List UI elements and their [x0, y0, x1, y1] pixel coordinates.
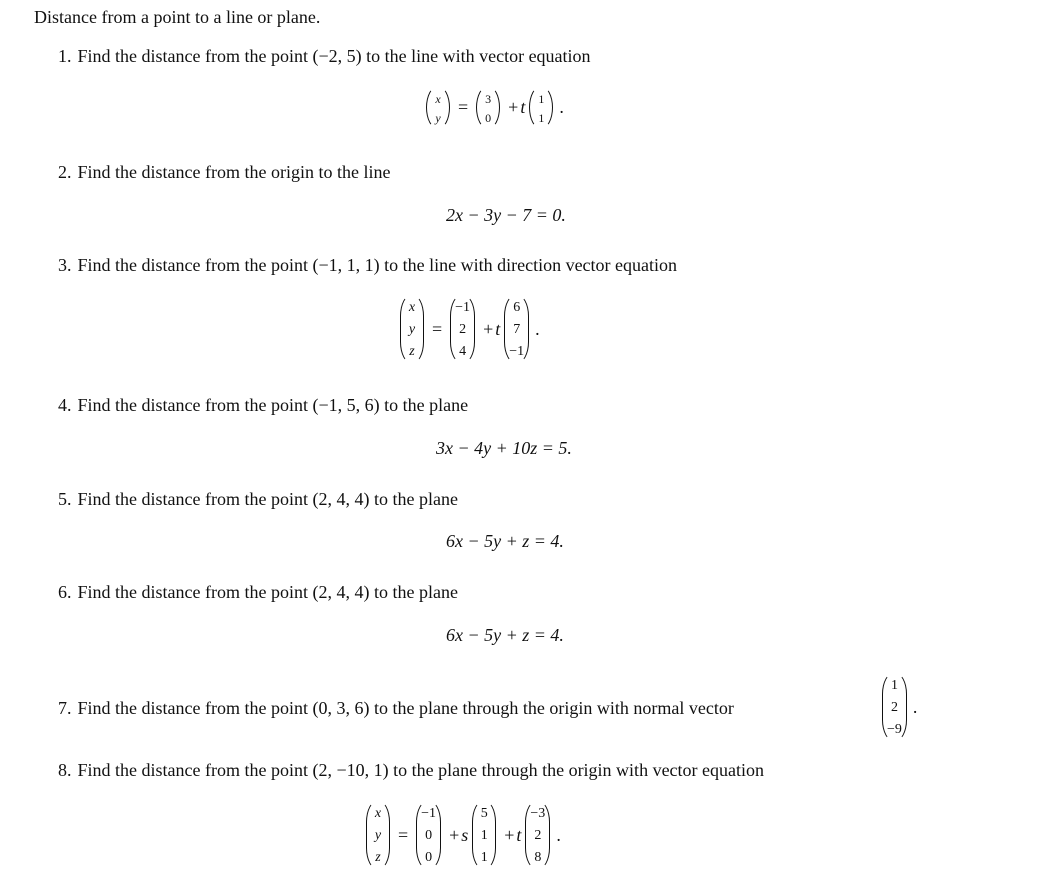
- entry: 8: [534, 850, 542, 865]
- problem-text: to the plane through the origin with normal vector: [369, 698, 734, 718]
- problem-text: Find the distance from the point: [77, 698, 313, 718]
- entry: 7: [513, 322, 521, 337]
- problem-1: [58, 45, 591, 67]
- point: (2, 4, 4): [312, 582, 370, 602]
- problem-7: [58, 697, 734, 719]
- plane-equation-6: 6x − 5y + z = 4.: [446, 625, 564, 645]
- period: .: [559, 97, 564, 117]
- entry: 1: [538, 111, 545, 125]
- period: .: [535, 318, 540, 339]
- problem-4: [58, 394, 468, 416]
- problem-text: Find the distance from the origin to the line: [77, 162, 391, 182]
- entry: 1: [480, 850, 488, 865]
- entry: y: [435, 111, 441, 125]
- direction-vector-2: [525, 800, 550, 870]
- entry: 1: [538, 92, 545, 106]
- entry: −1: [455, 300, 471, 315]
- problem-text: Find the distance from the point: [77, 395, 313, 415]
- plane-equation-5: 6x − 5y + z = 4.: [446, 531, 564, 551]
- period: .: [556, 824, 561, 845]
- problem-number: 8.: [58, 760, 72, 780]
- equals-sign: =: [432, 318, 443, 339]
- entry: y: [374, 828, 382, 843]
- plus-sign: +: [449, 824, 460, 845]
- entry: 0: [425, 850, 433, 865]
- lhs-vector: [426, 86, 450, 129]
- point: (−1, 1, 1): [312, 255, 380, 275]
- problem-text: to the plane: [379, 395, 469, 415]
- problem-text: Find the distance from the point: [77, 255, 313, 275]
- base-vector: [450, 294, 475, 364]
- problem-number: 7.: [58, 698, 72, 718]
- entry: 0: [485, 111, 492, 125]
- problem-5: [58, 488, 458, 510]
- problem-text: to the plane: [369, 582, 458, 602]
- entry: −1: [421, 806, 437, 821]
- entry: 1: [890, 678, 898, 693]
- page-heading: Distance from a point to a line or plane.: [34, 7, 321, 27]
- lhs-vector: [366, 800, 390, 870]
- entry: 5: [480, 806, 488, 821]
- point: (2, 4, 4): [312, 489, 370, 509]
- problem-text: Find the distance from the point: [77, 582, 313, 602]
- entry: −9: [887, 722, 902, 737]
- entry: x: [408, 300, 416, 315]
- entry: 6: [513, 300, 521, 315]
- plus-sign: +: [508, 97, 519, 117]
- entry: y: [408, 322, 416, 337]
- problem-number: 1.: [58, 46, 72, 66]
- equals-sign: =: [458, 97, 469, 117]
- period: .: [912, 696, 918, 717]
- point: (0, 3, 6): [312, 698, 370, 718]
- entry: 4: [459, 344, 467, 359]
- parameter: s: [461, 824, 469, 845]
- entry: x: [374, 806, 382, 821]
- plane-equation-4: 3x − 4y + 10z = 5.: [436, 438, 572, 458]
- vector-equation-8: [366, 800, 561, 870]
- line-equation-2: 2x − 3y − 7 = 0.: [446, 205, 566, 225]
- base-vector: [416, 800, 441, 870]
- entry: 2: [459, 322, 467, 337]
- problem-6: [58, 581, 458, 603]
- equals-sign: =: [398, 824, 409, 845]
- entry: 2: [534, 828, 542, 843]
- normal-vector: [882, 672, 907, 742]
- problem-text: to the plane: [369, 489, 458, 509]
- entry: 1: [480, 828, 488, 843]
- normal-vector-7: [882, 672, 917, 742]
- problem-3: [58, 254, 677, 276]
- parameter: t: [495, 318, 501, 339]
- entry: z: [409, 344, 415, 359]
- problem-text: Find the distance from the point: [77, 489, 313, 509]
- entry: 3: [485, 92, 492, 106]
- problem-number: 3.: [58, 255, 72, 275]
- base-vector: [476, 86, 500, 129]
- problem-text: to the plane through the origin with vector equation: [388, 760, 765, 780]
- entry: z: [375, 850, 381, 865]
- problem-2: [58, 161, 390, 183]
- problem-number: 5.: [58, 489, 72, 509]
- point: (−2, 5): [312, 46, 362, 66]
- problem-text: Find the distance from the point: [77, 46, 313, 66]
- problem-number: 2.: [58, 162, 72, 182]
- problem-text: Find the distance from the point: [77, 760, 313, 780]
- direction-vector-1: [472, 800, 496, 870]
- problem-number: 4.: [58, 395, 72, 415]
- parameter: t: [516, 824, 522, 845]
- vector-equation-1: [426, 86, 564, 129]
- parameter: t: [520, 97, 526, 117]
- problem-number: 6.: [58, 582, 72, 602]
- point: (−1, 5, 6): [312, 395, 380, 415]
- problem-text: to the line with direction vector equation: [379, 255, 678, 275]
- plus-sign: +: [504, 824, 515, 845]
- point: (2, −10, 1): [312, 760, 389, 780]
- problem-text: to the line with vector equation: [361, 46, 591, 66]
- problem-8: [58, 759, 764, 781]
- entry: 0: [425, 828, 433, 843]
- entry: −1: [509, 344, 525, 359]
- direction-vector: [529, 86, 553, 129]
- entry: −3: [530, 806, 546, 821]
- entry: 2: [890, 700, 898, 715]
- direction-vector: [504, 294, 529, 364]
- entry: x: [435, 92, 441, 106]
- vector-equation-3: [400, 294, 540, 364]
- lhs-vector: [400, 294, 424, 364]
- plus-sign: +: [483, 318, 494, 339]
